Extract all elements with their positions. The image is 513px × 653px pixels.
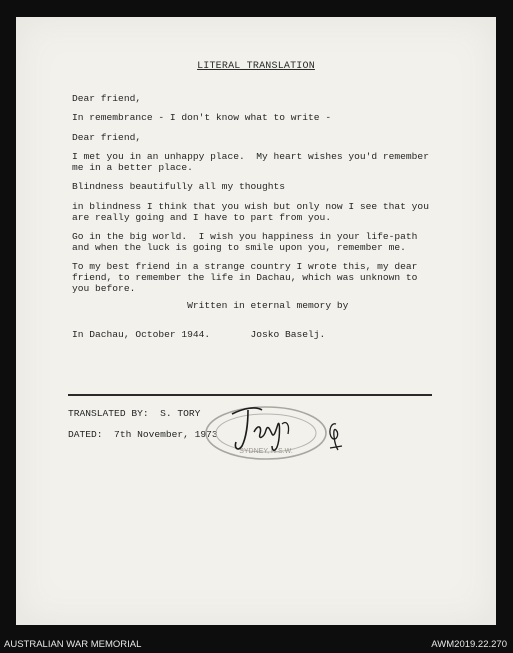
text-line: in blindness I think that you wish but only now I see that you	[72, 201, 429, 212]
text-line: In remembrance - I don't know what to write -	[72, 112, 332, 123]
text-line: friend, to remember the life in Dachau, which was unknown to	[72, 272, 418, 283]
caption-right: AWM2019.22.270	[431, 639, 507, 650]
text-line: Go in the big world. I wish you happiness in your life-path	[72, 231, 418, 242]
text-line: Dear friend,	[72, 93, 142, 104]
place-date-line: In Dachau, October 1944. Josko Baselj.	[72, 329, 326, 340]
text-line: me in a better place.	[72, 162, 193, 173]
document-page	[16, 17, 496, 625]
written-line: Written in eternal memory by	[72, 300, 349, 311]
text-line: Blindness beautifully all my thoughts	[72, 181, 286, 192]
caption-left: AUSTRALIAN WAR MEMORIAL	[4, 639, 142, 650]
stamp-text: SYDNEY, N.S.W.	[239, 448, 293, 455]
text-line: To my best friend in a strange country I wrote this, my dear	[72, 261, 418, 272]
dated-line: DATED: 7th November, 1973	[68, 429, 218, 440]
text-line: are really going and I have to part from you.	[72, 212, 332, 223]
text-line: Dear friend,	[72, 132, 142, 143]
text-line: I met you in an unhappy place. My heart wishes you'd remember	[72, 151, 429, 162]
translated-by: TRANSLATED BY: S. TORY	[68, 408, 201, 419]
document-title	[16, 61, 496, 72]
signature-image	[226, 400, 346, 460]
text-line: and when the luck is going to smile upon you, remember me.	[72, 242, 406, 253]
divider	[68, 394, 432, 396]
text-line: you before.	[72, 283, 136, 294]
title-text: LITERAL TRANSLATION	[197, 61, 315, 72]
